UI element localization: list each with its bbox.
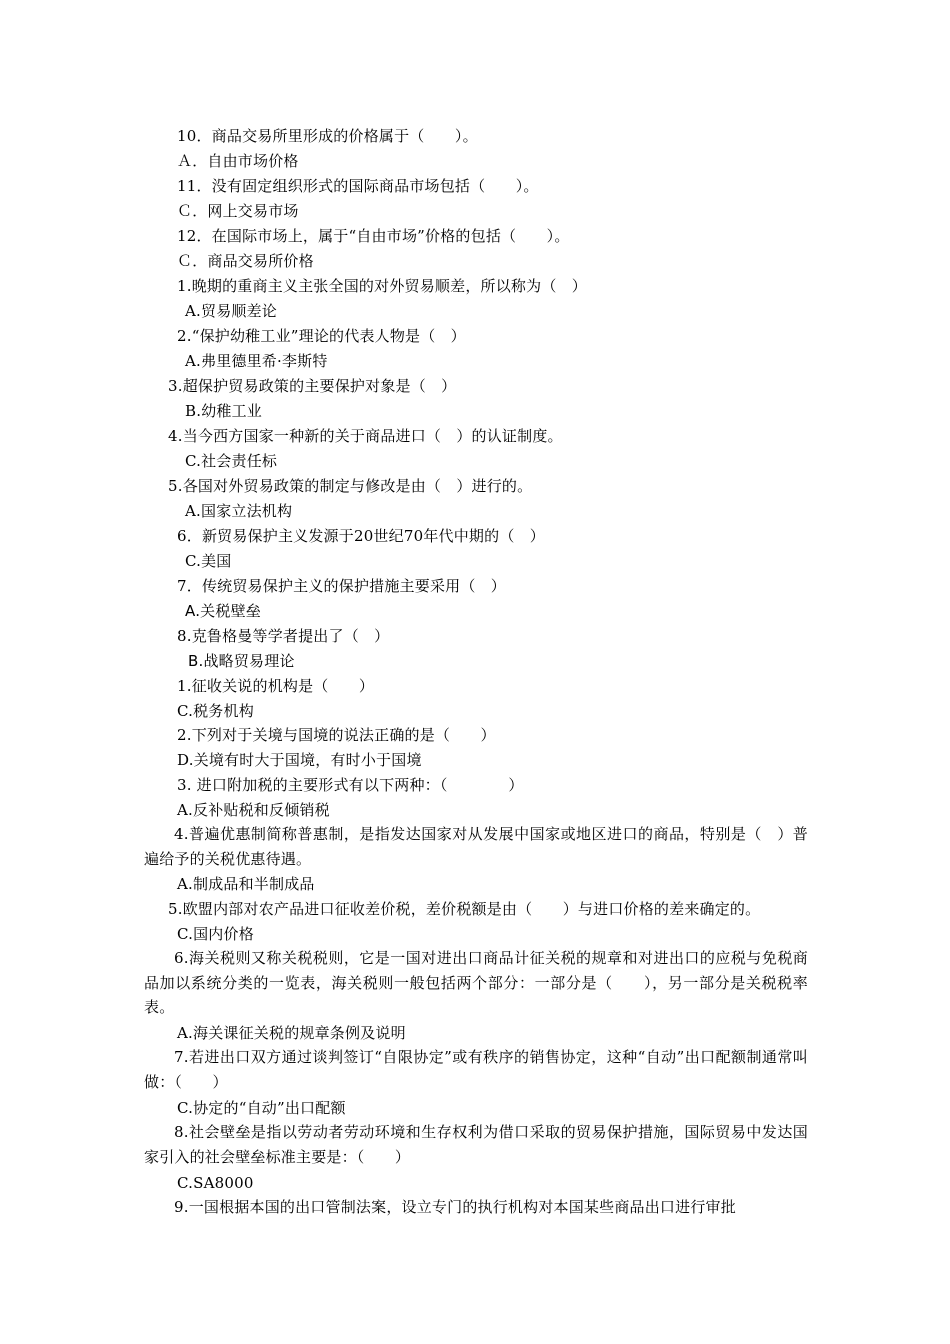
question-b1: 1.晚期的重商主义主张全国的对外贸易顺差，所以称为（ ） xyxy=(177,277,587,295)
question-c6: 6.海关税则又称关税税则，它是一国对进出口商品计征关税的规章和对进出口的应税与免税商品加以系统分类的一览表，海关税则一般包括两个部分：一部分是（ ），另一部分是关税税率表。 xyxy=(144,949,808,1017)
question-b5: 5.各国对外贸易政策的制定与修改是由（ ）进行的。 xyxy=(168,477,533,495)
question-b8: 8.克鲁格曼等学者提出了（ ） xyxy=(177,627,390,645)
question-c9: 9.一国根据本国的出口管制法案，设立专门的执行机构对本国某些商品出口进行审批 xyxy=(174,1198,736,1216)
question-c1: 1.征收关说的机构是（ ） xyxy=(177,677,375,695)
answer-b6: C.美国 xyxy=(185,552,232,570)
question-10: 10．商品交易所里形成的价格属于（ ）。 xyxy=(177,127,478,145)
question-c7: 7.若进出口双方通过谈判签订“自限协定”或有秩序的销售协定，这种“自动”出口配额制通常叫做：（ ） xyxy=(144,1048,808,1091)
answer-c8: C.SA8000 xyxy=(177,1174,254,1192)
answer-c4: A.制成品和半制成品 xyxy=(177,875,315,893)
question-b6: 6．新贸易保护主义发源于20世纪70年代中期的（ ） xyxy=(177,527,545,545)
answer-12: Ｃ．商品交易所价格 xyxy=(177,252,314,270)
question-c2: 2.下列对于关境与国境的说法正确的是（ ） xyxy=(177,726,496,744)
question-c5: 5.欧盟内部对农产品进口征收差价税，差价税额是由（ ）与进口价格的差来确定的。 xyxy=(168,900,761,918)
answer-b1: A.贸易顺差论 xyxy=(185,302,278,320)
question-11: 11．没有固定组织形式的国际商品市场包括（ ）。 xyxy=(177,177,539,195)
question-c4: 4.普遍优惠制简称普惠制，是指发达国家对从发展中国家或地区进口的商品，特别是（ ）普遍给予的关税优惠待遇。 xyxy=(144,825,808,868)
question-b7: 7．传统贸易保护主义的保护措施主要采用（ ） xyxy=(177,577,506,595)
answer-b8: B.战略贸易理论 xyxy=(188,652,295,670)
answer-b2: A.弗里德里希·李斯特 xyxy=(185,352,328,370)
answer-c6: A.海关课征关税的规章条例及说明 xyxy=(177,1024,406,1042)
answer-10: Ａ．自由市场价格 xyxy=(177,152,299,170)
answer-c5: C.国内价格 xyxy=(177,925,254,943)
question-c8: 8.社会壁垒是指以劳动者劳动环境和生存权利为借口采取的贸易保护措施，国际贸易中发达国家引入的社会壁垒标准主要是：（ ） xyxy=(144,1123,808,1166)
question-b4: 4.当今西方国家一种新的关于商品进口（ ）的认证制度。 xyxy=(168,427,563,445)
answer-c7: C.协定的“自动”出口配额 xyxy=(177,1099,346,1117)
answer-11: Ｃ．网上交易市场 xyxy=(177,202,299,220)
answer-b5: A.国家立法机构 xyxy=(185,502,293,520)
answer-b4: C.社会责任标 xyxy=(185,452,278,470)
answer-c3: A.反补贴税和反倾销税 xyxy=(177,801,330,819)
question-c3: 3. 进口附加税的主要形式有以下两种：（ ） xyxy=(177,776,524,794)
question-b2: 2.“保护幼稚工业”理论的代表人物是（ ） xyxy=(177,327,466,345)
answer-b3: B.幼稚工业 xyxy=(185,402,262,420)
question-12: 12．在国际市场上，属于“自由市场”价格的包括（ ）。 xyxy=(177,227,570,245)
answer-c1: C.税务机构 xyxy=(177,702,254,720)
question-b3: 3.超保护贸易政策的主要保护对象是（ ） xyxy=(168,377,457,395)
answer-b7: A.关税壁垒 xyxy=(185,602,261,620)
answer-c2: D.关境有时大于国境，有时小于国境 xyxy=(177,751,422,769)
